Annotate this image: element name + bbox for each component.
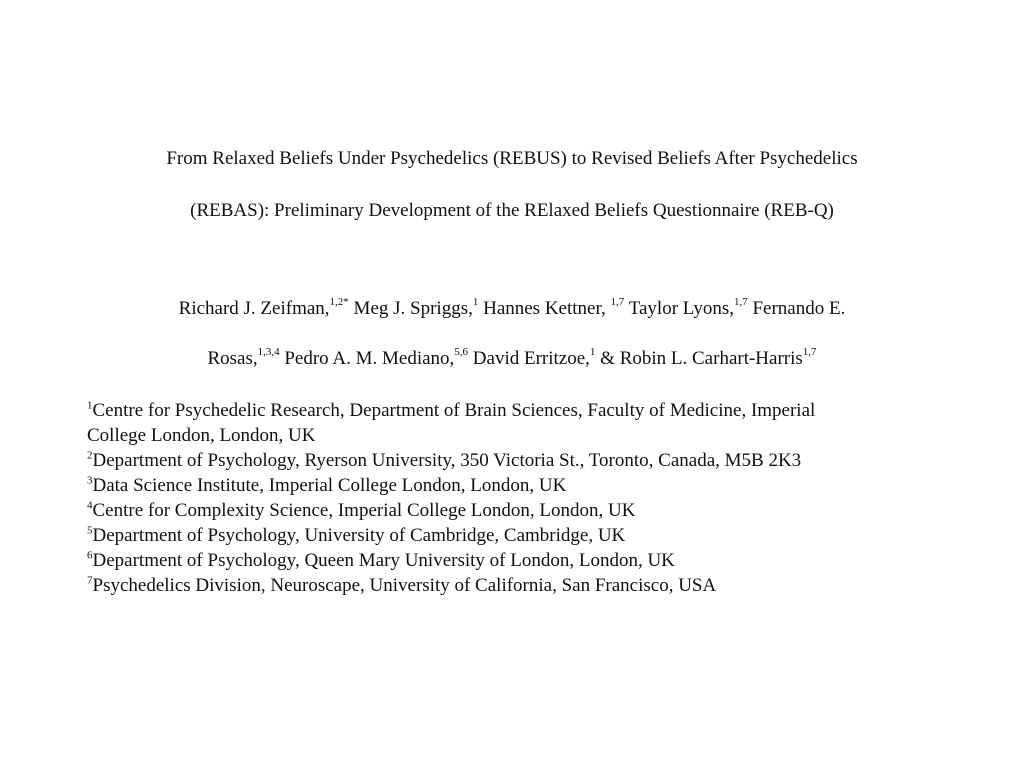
- author: [748, 298, 846, 319]
- affiliation-number: 3: [87, 474, 93, 487]
- affiliation-number: 5: [87, 524, 93, 537]
- author-name: Rosas,: [207, 348, 258, 369]
- author-affiliation-marker: 5,6: [454, 345, 469, 358]
- affiliation-text: Department of Psychology, Ryerson University, 350 Victoria St., Toronto, Canada, M5B 2K3: [92, 450, 802, 471]
- affiliation-item: [87, 548, 937, 573]
- author-affiliation-marker: 1,7: [733, 295, 748, 308]
- author-name: Fernando E.: [747, 298, 846, 319]
- author-affiliation-marker: 1,7: [802, 345, 817, 358]
- author-affiliation-marker: 1,7: [610, 295, 625, 308]
- title-line-1: From Relaxed Beliefs Under Psychedelics (REBUS) to Revised Beliefs After Psychedelics: [166, 148, 858, 169]
- author: [468, 345, 596, 369]
- affiliation-item: [87, 523, 937, 548]
- affiliation-text: Psychedelics Division, Neuroscape, University of California, San Francisco, USA: [92, 575, 717, 596]
- affiliation-text: College London, London, UK: [87, 425, 316, 446]
- affiliation-text: Department of Psychology, Queen Mary University of London, London, UK: [92, 550, 675, 571]
- author-affiliation-marker: 1,3,4: [257, 345, 280, 358]
- author: [279, 345, 469, 369]
- affiliation-list: [87, 398, 937, 598]
- author: [478, 295, 625, 319]
- author-affiliation-marker: 1,2*: [329, 295, 349, 308]
- author: [207, 345, 280, 369]
- affiliation-number: 7: [87, 574, 93, 587]
- author: [595, 345, 817, 369]
- affiliation-item: [87, 398, 937, 423]
- author-name: David Erritzoe,: [468, 348, 590, 369]
- author-name: Taylor Lyons,: [624, 298, 734, 319]
- author: [624, 295, 748, 319]
- affiliation-number: 4: [87, 499, 93, 512]
- affiliation-item: [87, 423, 937, 448]
- affiliation-number: 6: [87, 549, 93, 562]
- affiliation-text: Centre for Complexity Science, Imperial College London, London, UK: [92, 500, 636, 521]
- affiliation-text: Centre for Psychedelic Research, Department of Brain Sciences, Faculty of Medicine, Imperial: [92, 400, 816, 421]
- affiliation-number: 1: [87, 399, 93, 412]
- author-name: Pedro A. M. Mediano,: [279, 348, 455, 369]
- affiliation-item: [87, 573, 937, 598]
- author-list: [0, 296, 1024, 396]
- title-line-2: (REBAS): Preliminary Development of the RElaxed Beliefs Questionnaire (REB-Q): [190, 200, 834, 221]
- affiliation-item: [87, 473, 937, 498]
- author: [348, 295, 479, 319]
- author-line-1: [0, 296, 1024, 322]
- author-affiliation-marker: 1: [472, 295, 479, 308]
- author-name: Meg J. Spriggs,: [348, 298, 473, 319]
- affiliation-number: 2: [87, 449, 93, 462]
- affiliation-text: Department of Psychology, University of Cambridge, Cambridge, UK: [92, 525, 626, 546]
- affiliation-item: [87, 448, 937, 473]
- author-name: Richard J. Zeifman,: [178, 298, 330, 319]
- author-affiliation-marker: 1: [589, 345, 596, 358]
- author-name: Hannes Kettner,: [478, 298, 611, 319]
- author-line-2: [0, 346, 1024, 372]
- affiliation-text: Data Science Institute, Imperial College London, London, UK: [92, 475, 567, 496]
- affiliation-item: [87, 498, 937, 523]
- paper-title: [0, 146, 1024, 250]
- author: [178, 295, 349, 319]
- author-name: & Robin L. Carhart-Harris: [595, 348, 803, 369]
